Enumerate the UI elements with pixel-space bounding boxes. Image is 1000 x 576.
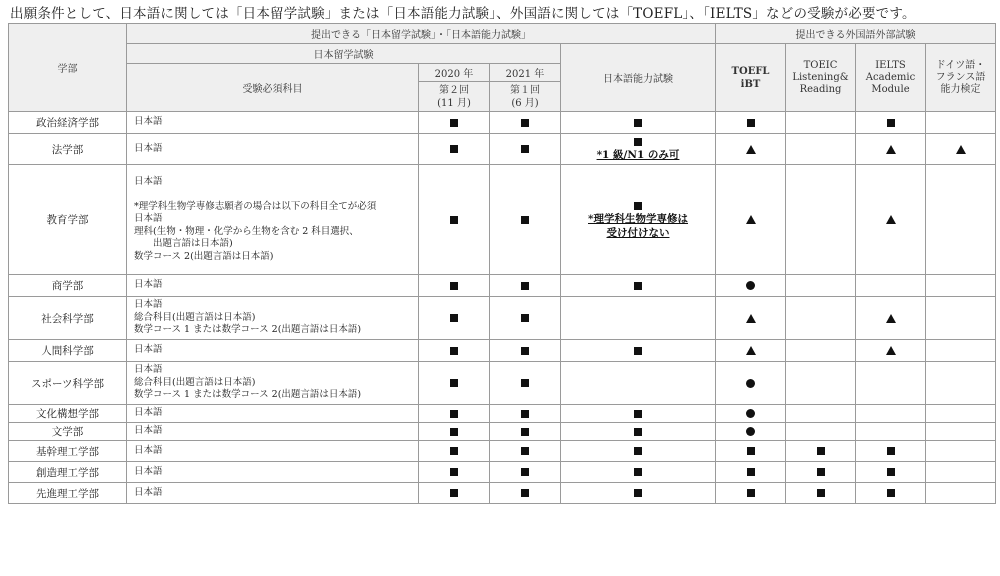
cell-ielts <box>856 362 926 405</box>
header-subjects: 受験必須科目 <box>127 64 419 112</box>
cell-jlpt <box>561 297 716 340</box>
square-mark-icon <box>521 428 529 436</box>
required-subjects: 日本語 総合科目(出題言語は日本語) 数学コース 1 または数学コース 2(出題言語は日本語) <box>127 297 419 340</box>
square-mark-icon <box>747 468 755 476</box>
cell-toefl <box>716 340 786 362</box>
cell-ielts <box>856 275 926 297</box>
square-mark-icon <box>634 468 642 476</box>
cell-de-fr <box>926 275 996 297</box>
intro-text: 出願条件として、日本語に関しては「日本留学試験」または「日本語能力試験」、外国語に関しては「TOEFL」、「IELTS」などの受験が必要です。 <box>10 6 916 22</box>
square-mark-icon <box>521 489 529 497</box>
square-mark-icon <box>521 410 529 418</box>
square-mark-icon <box>887 489 895 497</box>
cell-de-fr <box>926 165 996 275</box>
table-row <box>9 423 996 441</box>
faculty-name: 基幹理工学部 <box>9 441 127 462</box>
header-toeic: TOEIC Listening& Reading <box>786 44 856 112</box>
table-row <box>9 441 996 462</box>
cell-eju2021 <box>490 405 561 423</box>
triangle-mark-icon <box>746 215 756 224</box>
cell-toefl <box>716 275 786 297</box>
cell-toefl <box>716 362 786 405</box>
cell-eju2021 <box>490 112 561 134</box>
square-mark-icon <box>450 314 458 322</box>
faculty-name: 法学部 <box>9 134 127 165</box>
square-mark-icon <box>634 347 642 355</box>
table-row <box>9 165 996 275</box>
required-subjects: 日本語 <box>127 340 419 362</box>
cell-eju2021 <box>490 165 561 275</box>
header-eju: 日本留学試験 <box>127 44 561 64</box>
cell-de-fr <box>926 483 996 504</box>
cell-toefl <box>716 165 786 275</box>
cell-eju2021 <box>490 340 561 362</box>
header-faculty: 学部 <box>9 24 127 112</box>
cell-toefl <box>716 405 786 423</box>
table-row <box>9 297 996 340</box>
header-year-2020: 2020 年 <box>419 64 490 82</box>
square-mark-icon <box>634 282 642 290</box>
cell-de-fr <box>926 362 996 405</box>
header-year-2021: 2021 年 <box>490 64 561 82</box>
cell-toeic <box>786 297 856 340</box>
cell-eju2020 <box>419 405 490 423</box>
cell-eju2021 <box>490 362 561 405</box>
cell-jlpt <box>561 483 716 504</box>
square-mark-icon <box>887 468 895 476</box>
triangle-mark-icon <box>746 314 756 323</box>
table-row <box>9 483 996 504</box>
jlpt-note: *1 級/N1 のみ可 <box>596 149 680 161</box>
cell-ielts <box>856 165 926 275</box>
cell-eju2021 <box>490 483 561 504</box>
cell-eju2020 <box>419 134 490 165</box>
triangle-mark-icon <box>886 314 896 323</box>
cell-de-fr <box>926 340 996 362</box>
cell-eju2020 <box>419 462 490 483</box>
cell-toeic <box>786 441 856 462</box>
header-foreign-exams: 提出できる外国語外部試験 <box>716 24 996 44</box>
square-mark-icon <box>521 468 529 476</box>
square-mark-icon <box>521 447 529 455</box>
table-row <box>9 405 996 423</box>
cell-eju2021 <box>490 462 561 483</box>
required-subjects: 日本語 <box>127 423 419 441</box>
cell-toeic <box>786 362 856 405</box>
square-mark-icon <box>817 447 825 455</box>
square-mark-icon <box>521 216 529 224</box>
square-mark-icon <box>450 489 458 497</box>
faculty-name: 創造理工学部 <box>9 462 127 483</box>
cell-eju2020 <box>419 275 490 297</box>
required-subjects: 日本語 *理学科生物学専修志願者の場合は以下の科目全てが必須 日本語 理科(生物・物理・化学から生物を含む 2 科目選択、 出題言語は日本語) 数学コース 2(出題言語は日本語) <box>127 165 419 275</box>
cell-de-fr <box>926 405 996 423</box>
cell-jlpt <box>561 275 716 297</box>
square-mark-icon <box>450 119 458 127</box>
triangle-mark-icon <box>956 145 966 154</box>
square-mark-icon <box>634 447 642 455</box>
cell-toeic <box>786 112 856 134</box>
cell-jlpt <box>561 134 716 165</box>
jlpt-note: *理学科生物学専修は 受け付けない <box>588 212 688 239</box>
cell-toefl <box>716 423 786 441</box>
cell-toeic <box>786 134 856 165</box>
cell-jlpt <box>561 405 716 423</box>
faculty-name: 文学部 <box>9 423 127 441</box>
cell-jlpt <box>561 362 716 405</box>
square-mark-icon <box>450 447 458 455</box>
header-session-2020: 第２回 (11 月) <box>419 82 490 112</box>
square-mark-icon <box>634 410 642 418</box>
cell-ielts <box>856 405 926 423</box>
header-toefl: TOEFL iBT <box>716 44 786 112</box>
cell-eju2020 <box>419 297 490 340</box>
cell-ielts <box>856 297 926 340</box>
cell-eju2020 <box>419 340 490 362</box>
cell-ielts <box>856 340 926 362</box>
cell-de-fr <box>926 441 996 462</box>
header-ielts: IELTS Academic Module <box>856 44 926 112</box>
required-subjects: 日本語 総合科目(出題言語は日本語) 数学コース 1 または数学コース 2(出題言語は日本語) <box>127 362 419 405</box>
table-row <box>9 134 996 165</box>
cell-de-fr <box>926 423 996 441</box>
faculty-name: 商学部 <box>9 275 127 297</box>
square-mark-icon <box>450 216 458 224</box>
square-mark-icon <box>817 489 825 497</box>
square-mark-icon <box>450 145 458 153</box>
cell-eju2020 <box>419 423 490 441</box>
triangle-mark-icon <box>746 346 756 355</box>
cell-jlpt <box>561 112 716 134</box>
cell-jlpt <box>561 340 716 362</box>
table-row <box>9 462 996 483</box>
square-mark-icon <box>747 447 755 455</box>
square-mark-icon <box>521 282 529 290</box>
square-mark-icon <box>450 379 458 387</box>
cell-eju2021 <box>490 134 561 165</box>
cell-toeic <box>786 423 856 441</box>
cell-jlpt <box>561 165 716 275</box>
square-mark-icon <box>450 347 458 355</box>
faculty-name: 文化構想学部 <box>9 405 127 423</box>
table-body <box>9 112 996 504</box>
square-mark-icon <box>887 119 895 127</box>
triangle-mark-icon <box>746 145 756 154</box>
required-subjects: 日本語 <box>127 112 419 134</box>
square-mark-icon <box>450 410 458 418</box>
cell-eju2021 <box>490 423 561 441</box>
cell-toeic <box>786 462 856 483</box>
cell-eju2020 <box>419 362 490 405</box>
cell-eju2021 <box>490 297 561 340</box>
table-row <box>9 340 996 362</box>
header-japanese-exams: 提出できる「日本留学試験」・「日本語能力試験」 <box>127 24 716 44</box>
table-row <box>9 112 996 134</box>
circle-mark-icon <box>746 427 755 436</box>
circle-mark-icon <box>746 379 755 388</box>
cell-de-fr <box>926 297 996 340</box>
circle-mark-icon <box>746 409 755 418</box>
cell-toefl <box>716 112 786 134</box>
square-mark-icon <box>450 282 458 290</box>
circle-mark-icon <box>746 281 755 290</box>
triangle-mark-icon <box>886 145 896 154</box>
cell-toefl <box>716 462 786 483</box>
cell-ielts <box>856 423 926 441</box>
cell-eju2021 <box>490 441 561 462</box>
square-mark-icon <box>450 428 458 436</box>
required-subjects: 日本語 <box>127 483 419 504</box>
faculty-name: 政治経済学部 <box>9 112 127 134</box>
square-mark-icon <box>747 119 755 127</box>
faculty-name: 先進理工学部 <box>9 483 127 504</box>
square-mark-icon <box>634 119 642 127</box>
cell-de-fr <box>926 134 996 165</box>
square-mark-icon <box>887 447 895 455</box>
square-mark-icon <box>634 138 642 146</box>
cell-eju2020 <box>419 112 490 134</box>
cell-toefl <box>716 483 786 504</box>
cell-toeic <box>786 483 856 504</box>
cell-de-fr <box>926 462 996 483</box>
cell-toeic <box>786 275 856 297</box>
square-mark-icon <box>634 202 642 210</box>
cell-toefl <box>716 441 786 462</box>
triangle-mark-icon <box>886 346 896 355</box>
faculty-name: 社会科学部 <box>9 297 127 340</box>
faculty-name: 教育学部 <box>9 165 127 275</box>
square-mark-icon <box>521 347 529 355</box>
cell-jlpt <box>561 423 716 441</box>
square-mark-icon <box>521 314 529 322</box>
square-mark-icon <box>450 468 458 476</box>
square-mark-icon <box>521 119 529 127</box>
cell-toeic <box>786 405 856 423</box>
square-mark-icon <box>817 468 825 476</box>
cell-ielts <box>856 441 926 462</box>
required-subjects: 日本語 <box>127 275 419 297</box>
cell-jlpt <box>561 462 716 483</box>
cell-eju2020 <box>419 483 490 504</box>
cell-ielts <box>856 134 926 165</box>
exam-requirements-table <box>8 23 996 504</box>
required-subjects: 日本語 <box>127 405 419 423</box>
triangle-mark-icon <box>886 215 896 224</box>
square-mark-icon <box>747 489 755 497</box>
cell-jlpt <box>561 441 716 462</box>
square-mark-icon <box>634 489 642 497</box>
required-subjects: 日本語 <box>127 134 419 165</box>
square-mark-icon <box>521 379 529 387</box>
table-row <box>9 362 996 405</box>
cell-toefl <box>716 297 786 340</box>
cell-ielts <box>856 462 926 483</box>
cell-toeic <box>786 340 856 362</box>
cell-ielts <box>856 483 926 504</box>
cell-toeic <box>786 165 856 275</box>
required-subjects: 日本語 <box>127 441 419 462</box>
cell-eju2021 <box>490 275 561 297</box>
cell-ielts <box>856 112 926 134</box>
faculty-name: 人間科学部 <box>9 340 127 362</box>
faculty-name: スポーツ科学部 <box>9 362 127 405</box>
header-jlpt: 日本語能力試験 <box>561 44 716 112</box>
cell-eju2020 <box>419 165 490 275</box>
header-session-2021: 第１回 (6 月) <box>490 82 561 112</box>
square-mark-icon <box>521 145 529 153</box>
table-row <box>9 275 996 297</box>
cell-de-fr <box>926 112 996 134</box>
required-subjects: 日本語 <box>127 462 419 483</box>
cell-eju2020 <box>419 441 490 462</box>
header-german-french: ドイツ語・ フランス語 能力検定 <box>926 44 996 112</box>
square-mark-icon <box>634 428 642 436</box>
cell-toefl <box>716 134 786 165</box>
